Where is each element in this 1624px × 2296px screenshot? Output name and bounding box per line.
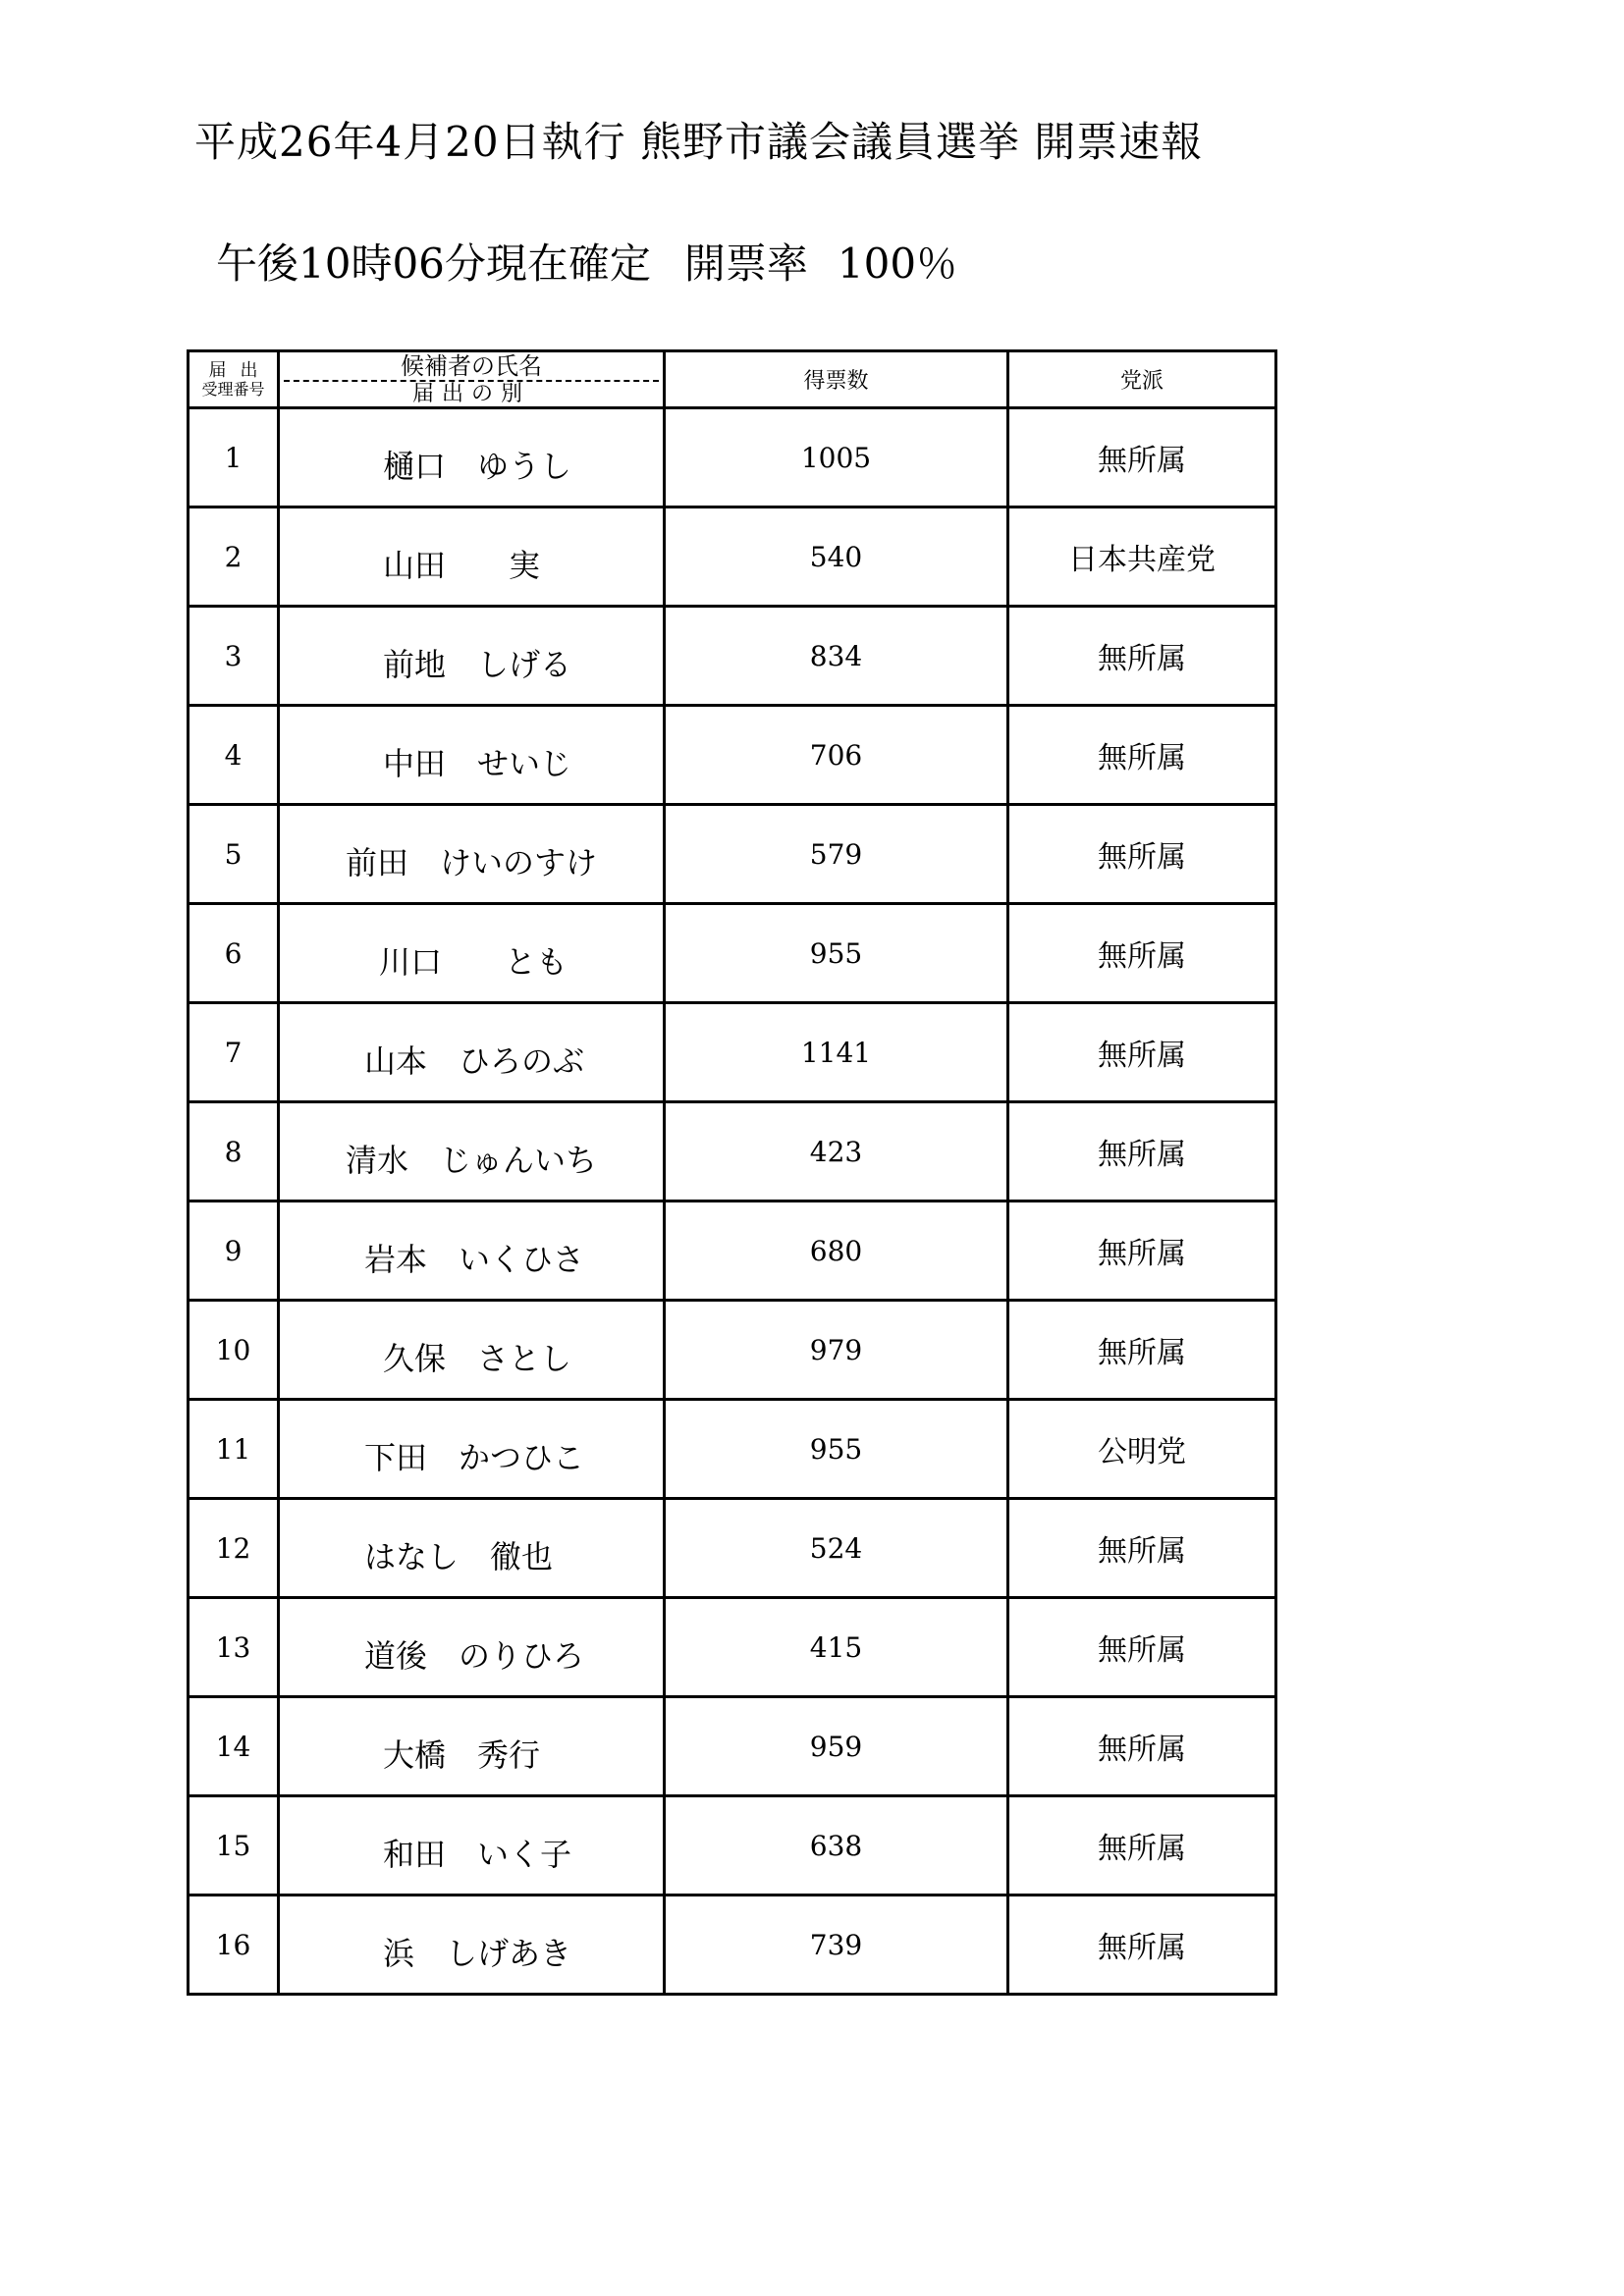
party-affiliation: 無所属	[1008, 408, 1276, 507]
party-affiliation: 無所属	[1008, 1499, 1276, 1598]
table-row	[189, 607, 1276, 706]
candidate-name-cell	[279, 607, 665, 706]
party-affiliation: 無所属	[1008, 1201, 1276, 1301]
table-row	[189, 1003, 1276, 1102]
status-time: 午後10時06分現在確定	[216, 240, 651, 288]
table-row	[189, 1102, 1276, 1201]
header-registration-number	[189, 351, 279, 408]
candidate-name: 山本 ひろのぶ	[364, 1042, 585, 1080]
vote-count: 423	[665, 1102, 1008, 1201]
table-row	[189, 1896, 1276, 1995]
party-affiliation: 無所属	[1008, 1301, 1276, 1400]
table-row	[189, 1400, 1276, 1499]
table-row	[189, 706, 1276, 805]
registration-number: 1	[189, 408, 279, 507]
candidate-name-cell	[279, 904, 665, 1003]
results-table	[187, 349, 1277, 1996]
table-row	[189, 1201, 1276, 1301]
candidate-name: 大橋 秀行	[383, 1736, 541, 1774]
registration-number: 6	[189, 904, 279, 1003]
registration-number: 13	[189, 1598, 279, 1697]
registration-number: 12	[189, 1499, 279, 1598]
candidate-name-cell	[279, 1201, 665, 1301]
candidate-name: 下田 かつひこ	[364, 1439, 585, 1476]
vote-count: 955	[665, 904, 1008, 1003]
candidate-name-cell	[279, 1499, 665, 1598]
vote-count: 579	[665, 805, 1008, 904]
party-affiliation: 無所属	[1008, 904, 1276, 1003]
candidate-name-cell	[279, 805, 665, 904]
header-name-upper: 候補者の氏名	[401, 351, 542, 380]
candidate-name: 樋口 ゆうし	[383, 448, 572, 485]
candidate-name-cell	[279, 408, 665, 507]
vote-count: 1005	[665, 408, 1008, 507]
header-party: 党派	[1008, 351, 1276, 408]
party-affiliation: 無所属	[1008, 805, 1276, 904]
vote-count: 955	[665, 1400, 1008, 1499]
header-name-lower: 届出の別	[411, 381, 530, 406]
party-affiliation: 公明党	[1008, 1400, 1276, 1499]
table-row	[189, 1301, 1276, 1400]
registration-number: 11	[189, 1400, 279, 1499]
candidate-name: 岩本 いくひさ	[364, 1241, 585, 1278]
table-row	[189, 1697, 1276, 1796]
party-affiliation: 無所属	[1008, 1796, 1276, 1896]
table-header-row	[189, 351, 1276, 408]
vote-count: 1141	[665, 1003, 1008, 1102]
page-title: 平成26年4月20日執行 熊野市議会議員選挙 開票速報	[194, 118, 1204, 166]
candidate-name: 山田 実	[383, 547, 541, 584]
candidate-name: 道後 のりひろ	[364, 1637, 585, 1675]
candidate-name-cell	[279, 1796, 665, 1896]
candidate-name: 前地 しげる	[383, 646, 572, 683]
party-affiliation: 無所属	[1008, 1598, 1276, 1697]
header-no-bottom: 受理番号	[201, 379, 265, 399]
vote-count: 979	[665, 1301, 1008, 1400]
table-row	[189, 805, 1276, 904]
vote-count: 959	[665, 1697, 1008, 1796]
vote-count: 680	[665, 1201, 1008, 1301]
candidate-name: 前田 けいのすけ	[346, 844, 598, 881]
vote-count: 638	[665, 1796, 1008, 1896]
table-row	[189, 1499, 1276, 1598]
candidate-name: 浜 しげあき	[383, 1935, 572, 1972]
party-affiliation: 無所属	[1008, 706, 1276, 805]
vote-count: 739	[665, 1896, 1008, 1995]
candidate-name-cell	[279, 1301, 665, 1400]
registration-number: 15	[189, 1796, 279, 1896]
count-status	[216, 232, 957, 291]
party-affiliation: 無所属	[1008, 607, 1276, 706]
results-body	[189, 408, 1276, 1995]
vote-count: 415	[665, 1598, 1008, 1697]
vote-count: 524	[665, 1499, 1008, 1598]
candidate-name: 中田 せいじ	[383, 745, 572, 782]
party-affiliation: 日本共産党	[1008, 507, 1276, 607]
party-affiliation: 無所属	[1008, 1896, 1276, 1995]
candidate-name: 久保 さとし	[383, 1340, 572, 1377]
candidate-name-cell	[279, 1102, 665, 1201]
vote-count: 706	[665, 706, 1008, 805]
candidate-name-cell	[279, 1598, 665, 1697]
candidate-name: 川口 とも	[379, 943, 568, 981]
registration-number: 9	[189, 1201, 279, 1301]
count-rate-value: 100％	[837, 240, 958, 288]
table-row	[189, 904, 1276, 1003]
table-row	[189, 1796, 1276, 1896]
candidate-name-cell	[279, 1003, 665, 1102]
candidate-name: はなし 徹也	[364, 1538, 554, 1575]
registration-number: 2	[189, 507, 279, 607]
candidate-name-cell	[279, 1896, 665, 1995]
party-affiliation: 無所属	[1008, 1697, 1276, 1796]
header-no-top: 届出	[208, 359, 272, 381]
vote-count: 834	[665, 607, 1008, 706]
registration-number: 14	[189, 1697, 279, 1796]
header-candidate-name	[279, 351, 665, 408]
registration-number: 5	[189, 805, 279, 904]
registration-number: 3	[189, 607, 279, 706]
table-row	[189, 408, 1276, 507]
registration-number: 10	[189, 1301, 279, 1400]
vote-count: 540	[665, 507, 1008, 607]
candidate-name-cell	[279, 706, 665, 805]
table-row	[189, 1598, 1276, 1697]
candidate-name: 和田 いく子	[383, 1836, 572, 1873]
candidate-name: 清水 じゅんいち	[346, 1142, 598, 1179]
header-votes: 得票数	[665, 351, 1008, 408]
table-row	[189, 507, 1276, 607]
registration-number: 4	[189, 706, 279, 805]
registration-number: 7	[189, 1003, 279, 1102]
candidate-name-cell	[279, 507, 665, 607]
party-affiliation: 無所属	[1008, 1003, 1276, 1102]
candidate-name-cell	[279, 1697, 665, 1796]
candidate-name-cell	[279, 1400, 665, 1499]
count-rate-label: 開票率	[683, 240, 808, 288]
party-affiliation: 無所属	[1008, 1102, 1276, 1201]
registration-number: 8	[189, 1102, 279, 1201]
registration-number: 16	[189, 1896, 279, 1995]
